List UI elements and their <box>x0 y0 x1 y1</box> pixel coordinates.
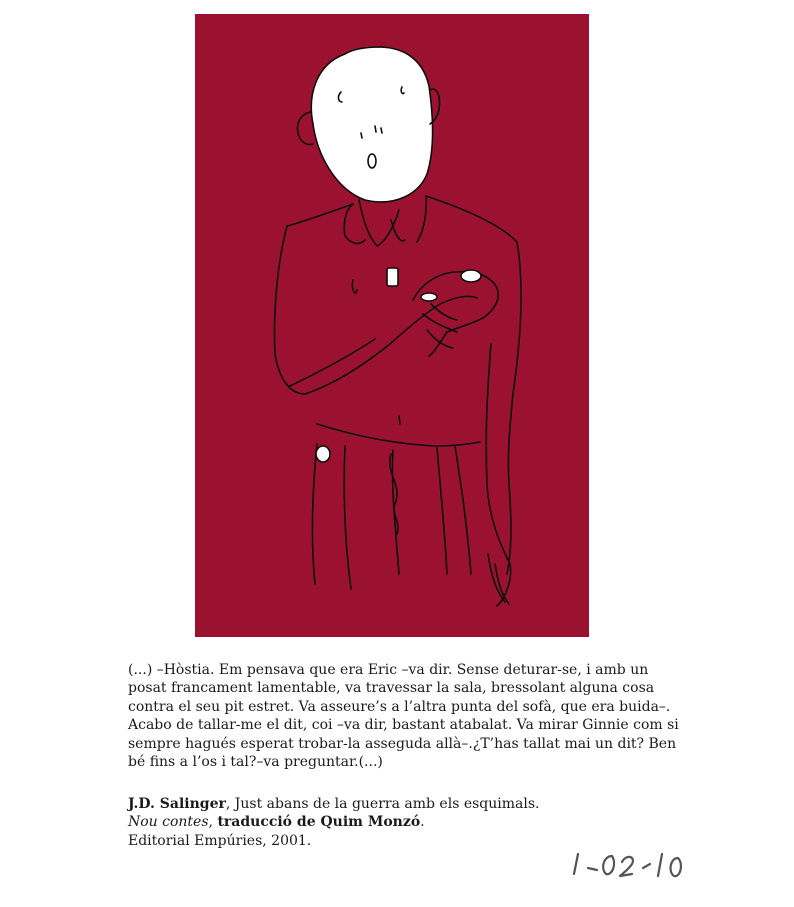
handwritten-date <box>570 848 695 880</box>
belt-hand-white <box>316 446 330 462</box>
translation-credit: traducció de Quim Monzó <box>217 814 421 831</box>
translation-end: . <box>420 814 425 831</box>
publisher-line: Editorial Empúries, 2001. <box>128 832 312 849</box>
button-mark <box>399 416 400 424</box>
author-name: J.D. Salinger <box>128 796 226 812</box>
author-separator: , <box>225 796 235 812</box>
knuckle-white <box>421 293 437 301</box>
citation-block <box>128 795 688 850</box>
collar-button <box>387 268 398 286</box>
quote-paragraph: (...) –Hòstia. Em pensava que era Eric –va dir. Sense deturar-se, i amb un posat francament lamentable, va travessar la sala, bressolant alguna cosa contra el seu pit estret. Va asseure’s a l’altra punta del sofà, que era buida–. Acabo de tallar-me el dit, coi –va dir, bastant atabalat. Va mirar Ginnie com si sempre hagués esperat trobar-la asseguda allà–.¿T’has tallat mai un dit? Ben bé fins a l’os i tal?–va preguntar.(...) <box>128 662 679 771</box>
book-title: Nou contes <box>128 814 209 831</box>
book-separator: , <box>208 814 218 831</box>
fingertip-white <box>461 270 481 282</box>
story-title: Just abans de la guerra amb els esquimals. <box>234 796 540 812</box>
drawing-illustration <box>195 14 589 637</box>
